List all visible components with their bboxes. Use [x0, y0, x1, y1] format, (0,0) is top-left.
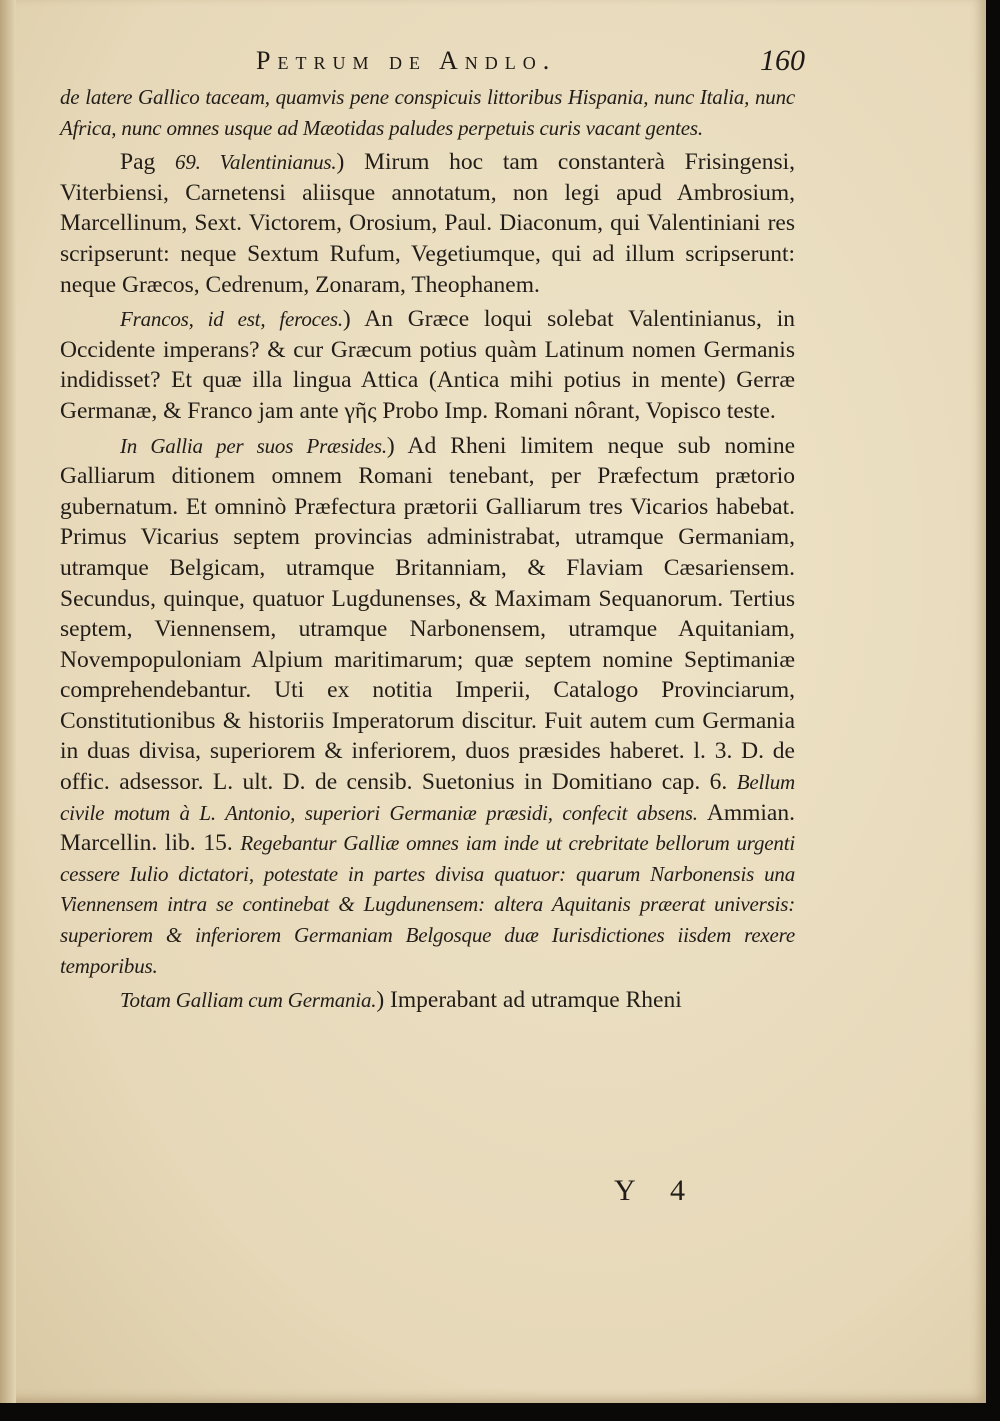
paragraph-francos — [60, 304, 795, 426]
lemma: Totam Galliam cum Germania. — [120, 988, 377, 1013]
text-run: Ammian. Marcellin. lib. 15. — [60, 799, 795, 857]
signature-mark: Y 4 — [614, 1174, 700, 1207]
page-header — [60, 42, 805, 82]
quotation: Regebantur Galliæ omnes iam inde ut crebritate bellorum urgenti cessere Iulio dictatori, potestate in partes divisa quatuor: quarum Narbonensis una Viennensem intra se continebat & Lugdunensem: altera Aquitanis præerat universis: superiorem & inferiorem Germaniam Belgosque duæ Iurisdictiones iisdem rexere temporibus. — [60, 831, 795, 978]
text-run: ) Mirum hoc tam constanterà Frisingensi, Viterbiensi, Carnetensi aliisque annotatum, non legi apud Ambrosium, Marcellinum, Sext. Victorem, Orosium, Paul. Diaconum, qui Valentiniani res scripserunt: neque Sextum Rufum, Vegetiumque, qui ad illum scripserunt: neque Græcos, Cedrenum, Zonaram, Theophanem. — [60, 149, 796, 298]
quotation: Bellum civile motum à L. Antonio, superiori Germaniæ præsidi, confecit absens. — [60, 770, 795, 825]
page-gutter — [0, 0, 16, 1403]
paragraph-in-gallia — [60, 431, 795, 982]
lemma: In Gallia per suos Præsides. — [120, 433, 387, 458]
text-run: ) Ad Rheni limitem neque sub nomine Galliarum ditionem omnem Romani tenebant, per Præfectum prætorio gubernatum. Et omninò Præfectura prætorii Galliarum tres Vicarios habebat. Primus Vicarius septem provincias administrabat, utramque Germaniam, utramque Belgicam, utramque Britanniam, & Flaviam Cæsariensem. Secundus, quinque, quatuor Lugdunenses, & Maximam Sequanorum. Tertius septem, Viennensem, utramque Narbonensem, utramque Aquitaniam, Novempopuloniam Alpium maritimarum; quæ septem nomine Septimaniæ comprehendebantur. Uti ex notitia Imperii, Catalogo Provinciarum, Constitutionibus & historiis Imperatorum discitur. Fuit autem cum Germania in duas divisa, superiorem & inferiorem, duos præsides haberet. l. 3. D. de offic. adsessor. L. ult. D. de censib. Suetonius in Domitiano cap. 6. — [60, 432, 795, 796]
lemma: 69. Valentinianus. — [175, 150, 337, 175]
paragraph-valentinianus — [60, 147, 795, 300]
text-run: Pag — [120, 149, 176, 176]
body-text — [60, 82, 795, 1020]
lemma: Francos, id est, feroces. — [120, 307, 343, 332]
paragraph-continuation — [60, 82, 795, 143]
page-number: 160 — [760, 44, 805, 77]
text-run: de latere Gallico taceam, quamvis pene conspicuis littoribus Hispania, nunc Italia, nunc Africa, nunc omnes usque ad Mæotidas paludes perpetuis curis vacant gentes. — [60, 85, 795, 140]
running-head: Petrum de Andlo. — [256, 46, 557, 75]
text-run: ) An Græce loqui solebat Valentinianus, in Occidente imperans? & cur Græcum potius quàm Latinum nomen Germanis indidisset? Et quæ illa lingua Attica (Antica mihi potius in mente) Gerræ Germanæ, & Franco jam ante γῆς Probo Imp. Romani nôrant, Vopisco teste. — [60, 306, 795, 424]
text-run: ) Imperabant ad utramque Rheni — [376, 987, 682, 1014]
paragraph-totam-galliam — [60, 985, 795, 1016]
